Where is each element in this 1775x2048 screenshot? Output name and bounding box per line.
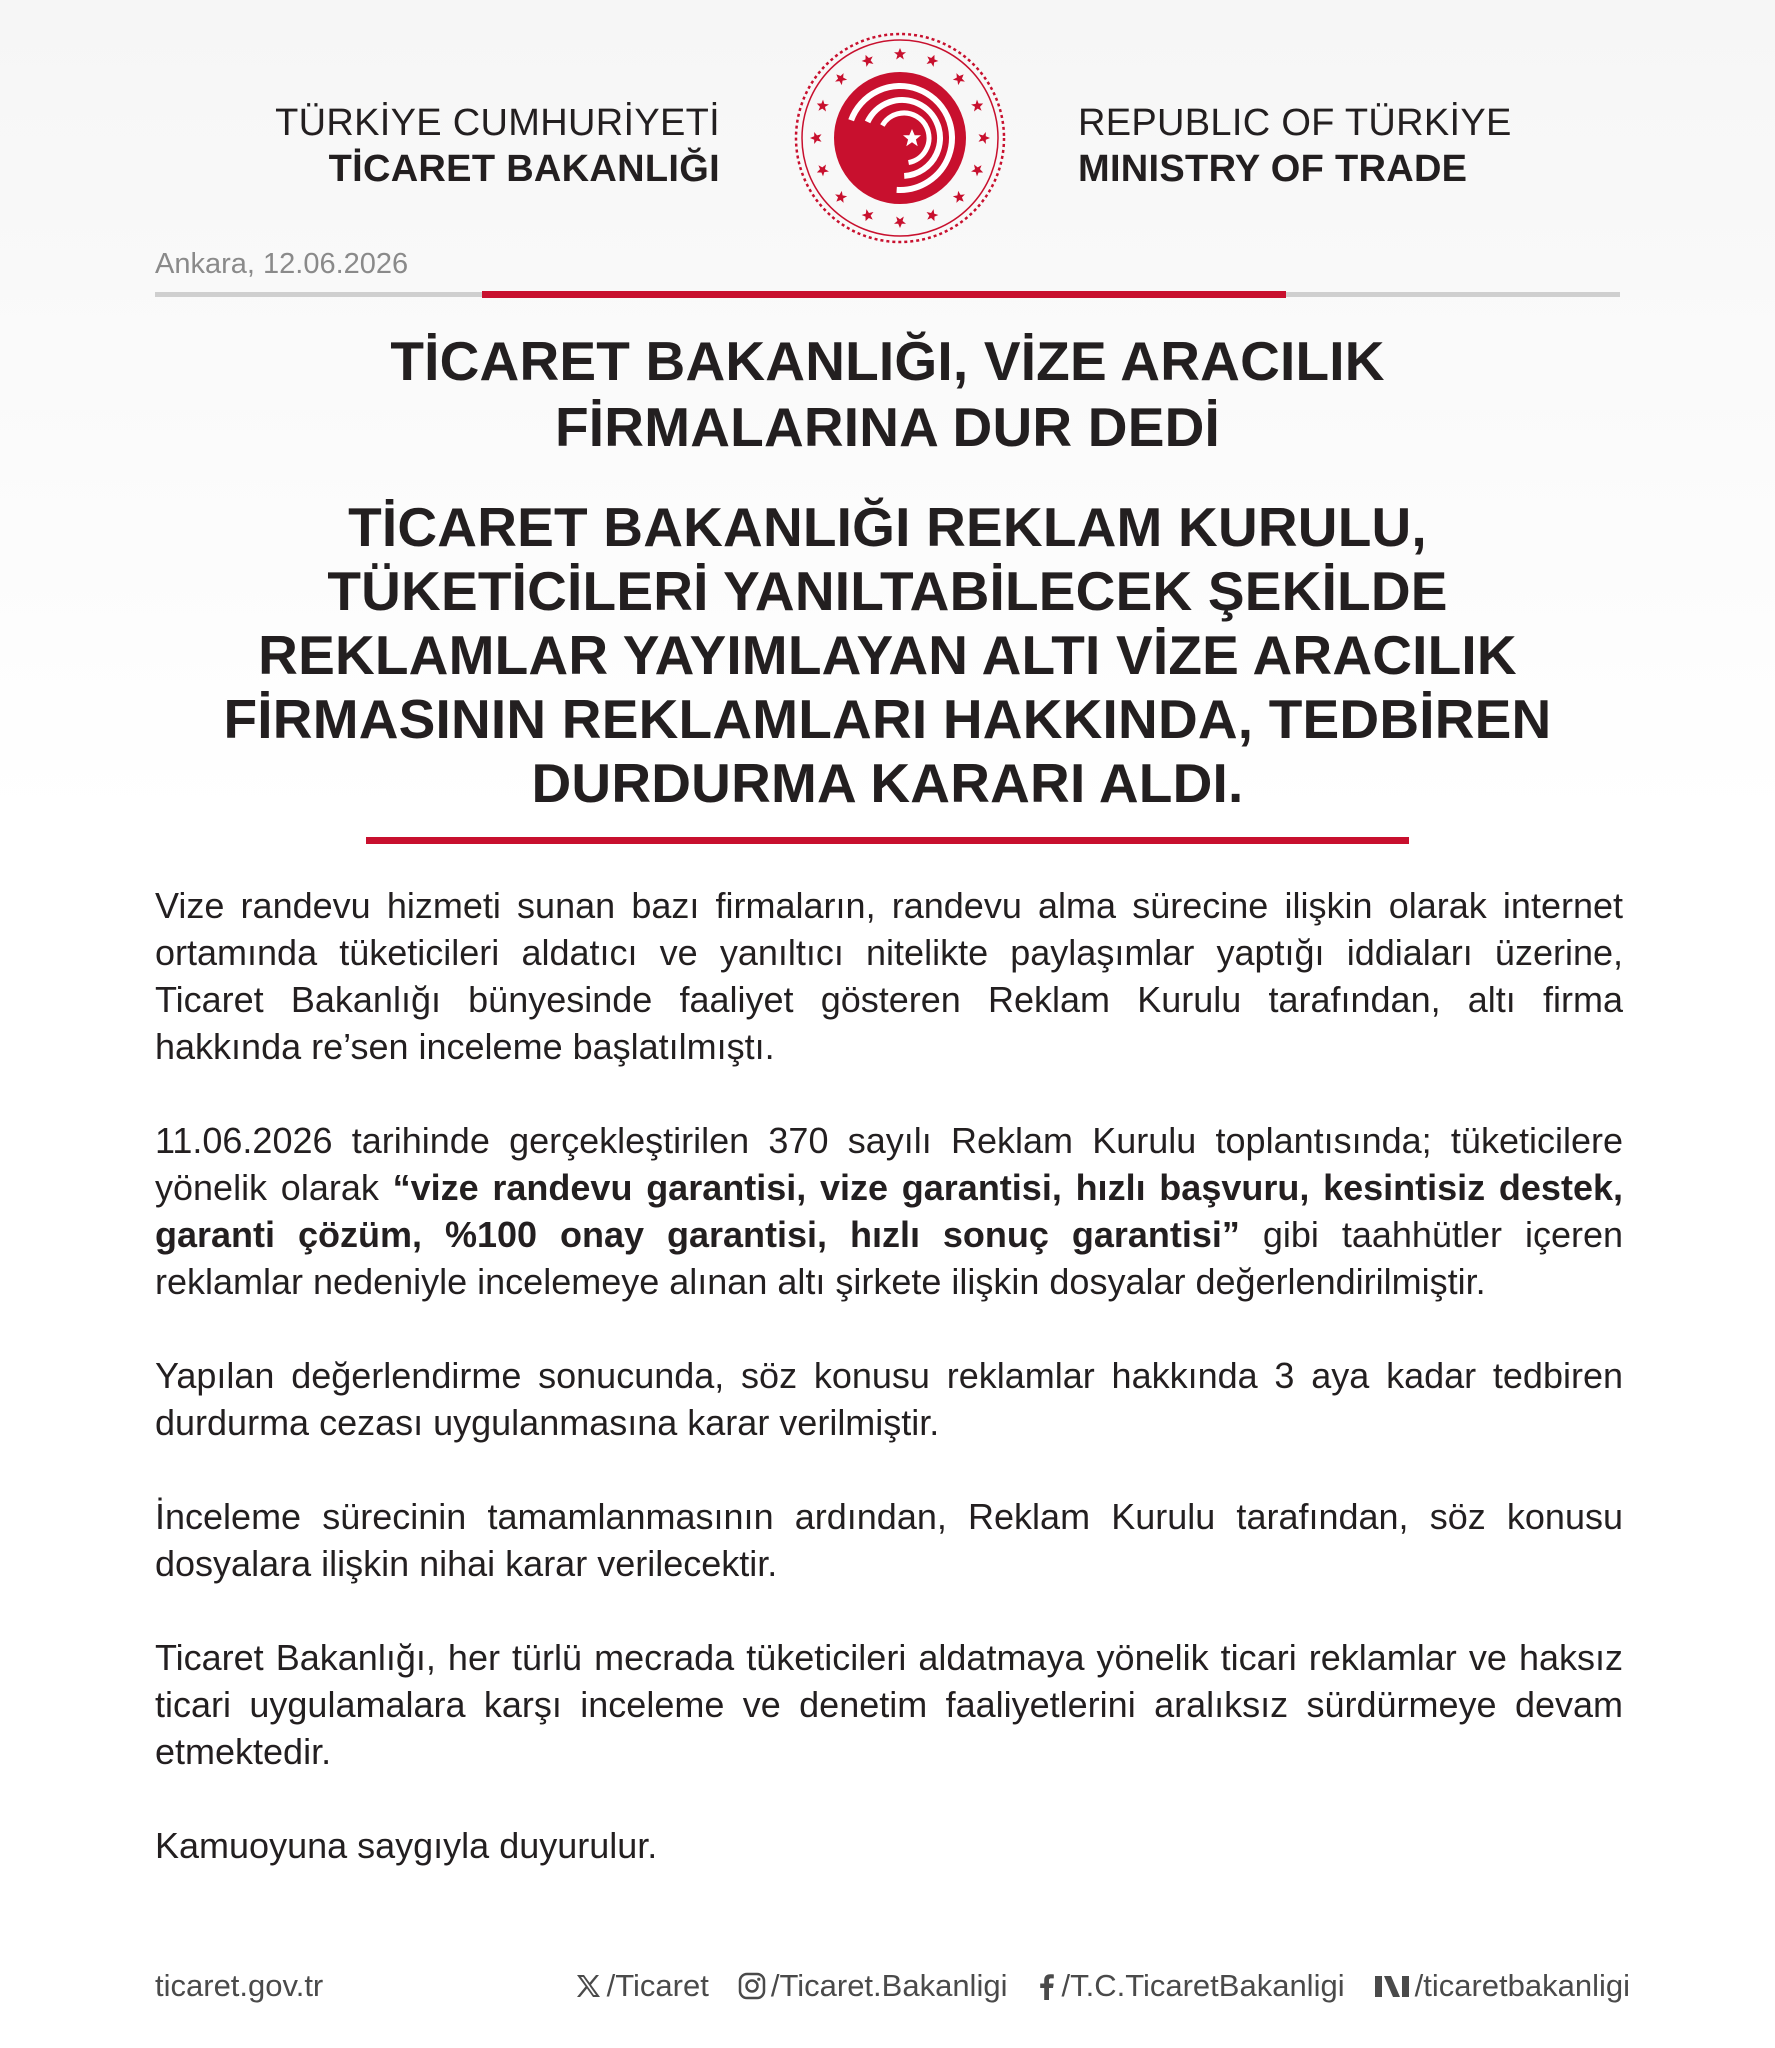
header-republic-tr: TÜRKİYE CUMHURİYETİ (275, 102, 720, 144)
social-x-handle: /Ticaret (606, 1968, 709, 2003)
ministry-seal-icon (790, 28, 1010, 248)
sub-title-line-3: REKLAMLAR YAYIMLAYAN ALTI VİZE ARACILIK (258, 624, 1517, 686)
header-turkish-name (250, 100, 720, 192)
paragraph-2-intro: 11.06.2026 tarihinde gerçekleştirilen 370 sayılı Reklam Kurulu toplantısında; tüketicilere yönelik olarak (155, 1120, 1623, 1208)
header-ministry-tr: TİCARET BAKANLIĞI (328, 148, 720, 190)
paragraph-2 (155, 1117, 1623, 1305)
header-divider-accent (482, 291, 1286, 298)
main-title-line-1: TİCARET BAKANLIĞI, VİZE ARACILIK (390, 330, 1385, 392)
paragraph-closing: Kamuoyuna saygıyla duyurulur. (155, 1825, 658, 1866)
facebook-icon (1035, 1971, 1057, 2001)
header-ministry-en: MINISTRY OF TRADE (1078, 148, 1468, 190)
social-instagram[interactable] (737, 1968, 1008, 2004)
header-english-name (1078, 100, 1578, 192)
social-instagram-handle: /Ticaret.Bakanligi (770, 1968, 1008, 2003)
title-divider (366, 837, 1409, 844)
nsosyal-icon (1373, 1971, 1411, 2001)
social-nsosyal-handle: /ticaretbakanligi (1414, 1968, 1630, 2003)
footer (155, 1968, 1630, 2012)
paragraph-5: Ticaret Bakanlığı, her türlü mecrada tüketicileri aldatmaya yönelik ticari reklamlar ve haksız ticari uygulamalara karşı inceleme ve denetim faaliyetlerini aralıksız sürdürmeye devam etmektedir. (155, 1637, 1623, 1772)
social-facebook-handle: /T.C.TicaretBakanligi (1061, 1968, 1345, 2003)
sub-title (120, 495, 1655, 815)
paragraph-2-quote: “vize randevu garantisi, vize garantisi, hızlı başvuru, kesintisiz destek, garanti çözüm, %100 onay garantisi, hızlı sonuç garantisi” (155, 1167, 1623, 1255)
main-title-line-2: FİRMALARINA DUR DEDİ (555, 396, 1220, 458)
sub-title-line-4: FİRMASININ REKLAMLARI HAKKINDA, TEDBİREN (223, 688, 1552, 750)
sub-title-line-5: DURDURMA KARARI ALDI. (531, 752, 1244, 814)
paragraph-1: Vize randevu hizmeti sunan bazı firmaların, randevu alma sürecine ilişkin olarak internet ortamında tüketicileri aldatıcı ve yanıltıcı nitelikte paylaşımlar yaptığı iddiaları üzerine, Ticaret Bakanlığı bünyesinde faaliyet gösteren Reklam Kurulu tarafından, altı firma hakkında re’sen inceleme başlatılmıştı. (155, 885, 1623, 1067)
social-x[interactable] (573, 1968, 709, 2004)
header-republic-en: REPUBLIC OF TÜRKİYE (1078, 102, 1512, 144)
paragraph-2-end: gibi taahhütler içeren reklamlar nedeniyle incelemeye alınan altı şirkete ilişkin dosyalar değerlendirilmiştir. (155, 1214, 1623, 1302)
place-date: Ankara, 12.06.2026 (155, 248, 409, 280)
sub-title-line-2: TÜKETİCİLERİ YANILTABİLECEK ŞEKİLDE (327, 560, 1448, 622)
instagram-icon (737, 1971, 767, 2001)
social-facebook[interactable] (1035, 1968, 1344, 2004)
paragraph-3: Yapılan değerlendirme sonucunda, söz konusu reklamlar hakkında 3 aya kadar tedbiren durdurma cezası uygulanmasına karar verilmiştir. (155, 1355, 1623, 1443)
main-title (120, 328, 1655, 460)
sub-title-line-1: TİCARET BAKANLIĞI REKLAM KURULU, (348, 496, 1427, 558)
paragraph-4: İnceleme sürecinin tamamlanmasının ardından, Reklam Kurulu tarafından, söz konusu dosyalara ilişkin nihai karar verilecektir. (155, 1496, 1623, 1584)
website-link[interactable]: ticaret.gov.tr (155, 1968, 324, 2003)
x-icon (573, 1971, 603, 2001)
social-links (573, 1968, 1630, 2004)
press-release-body (155, 882, 1623, 1869)
social-nsosyal[interactable] (1373, 1968, 1630, 2004)
